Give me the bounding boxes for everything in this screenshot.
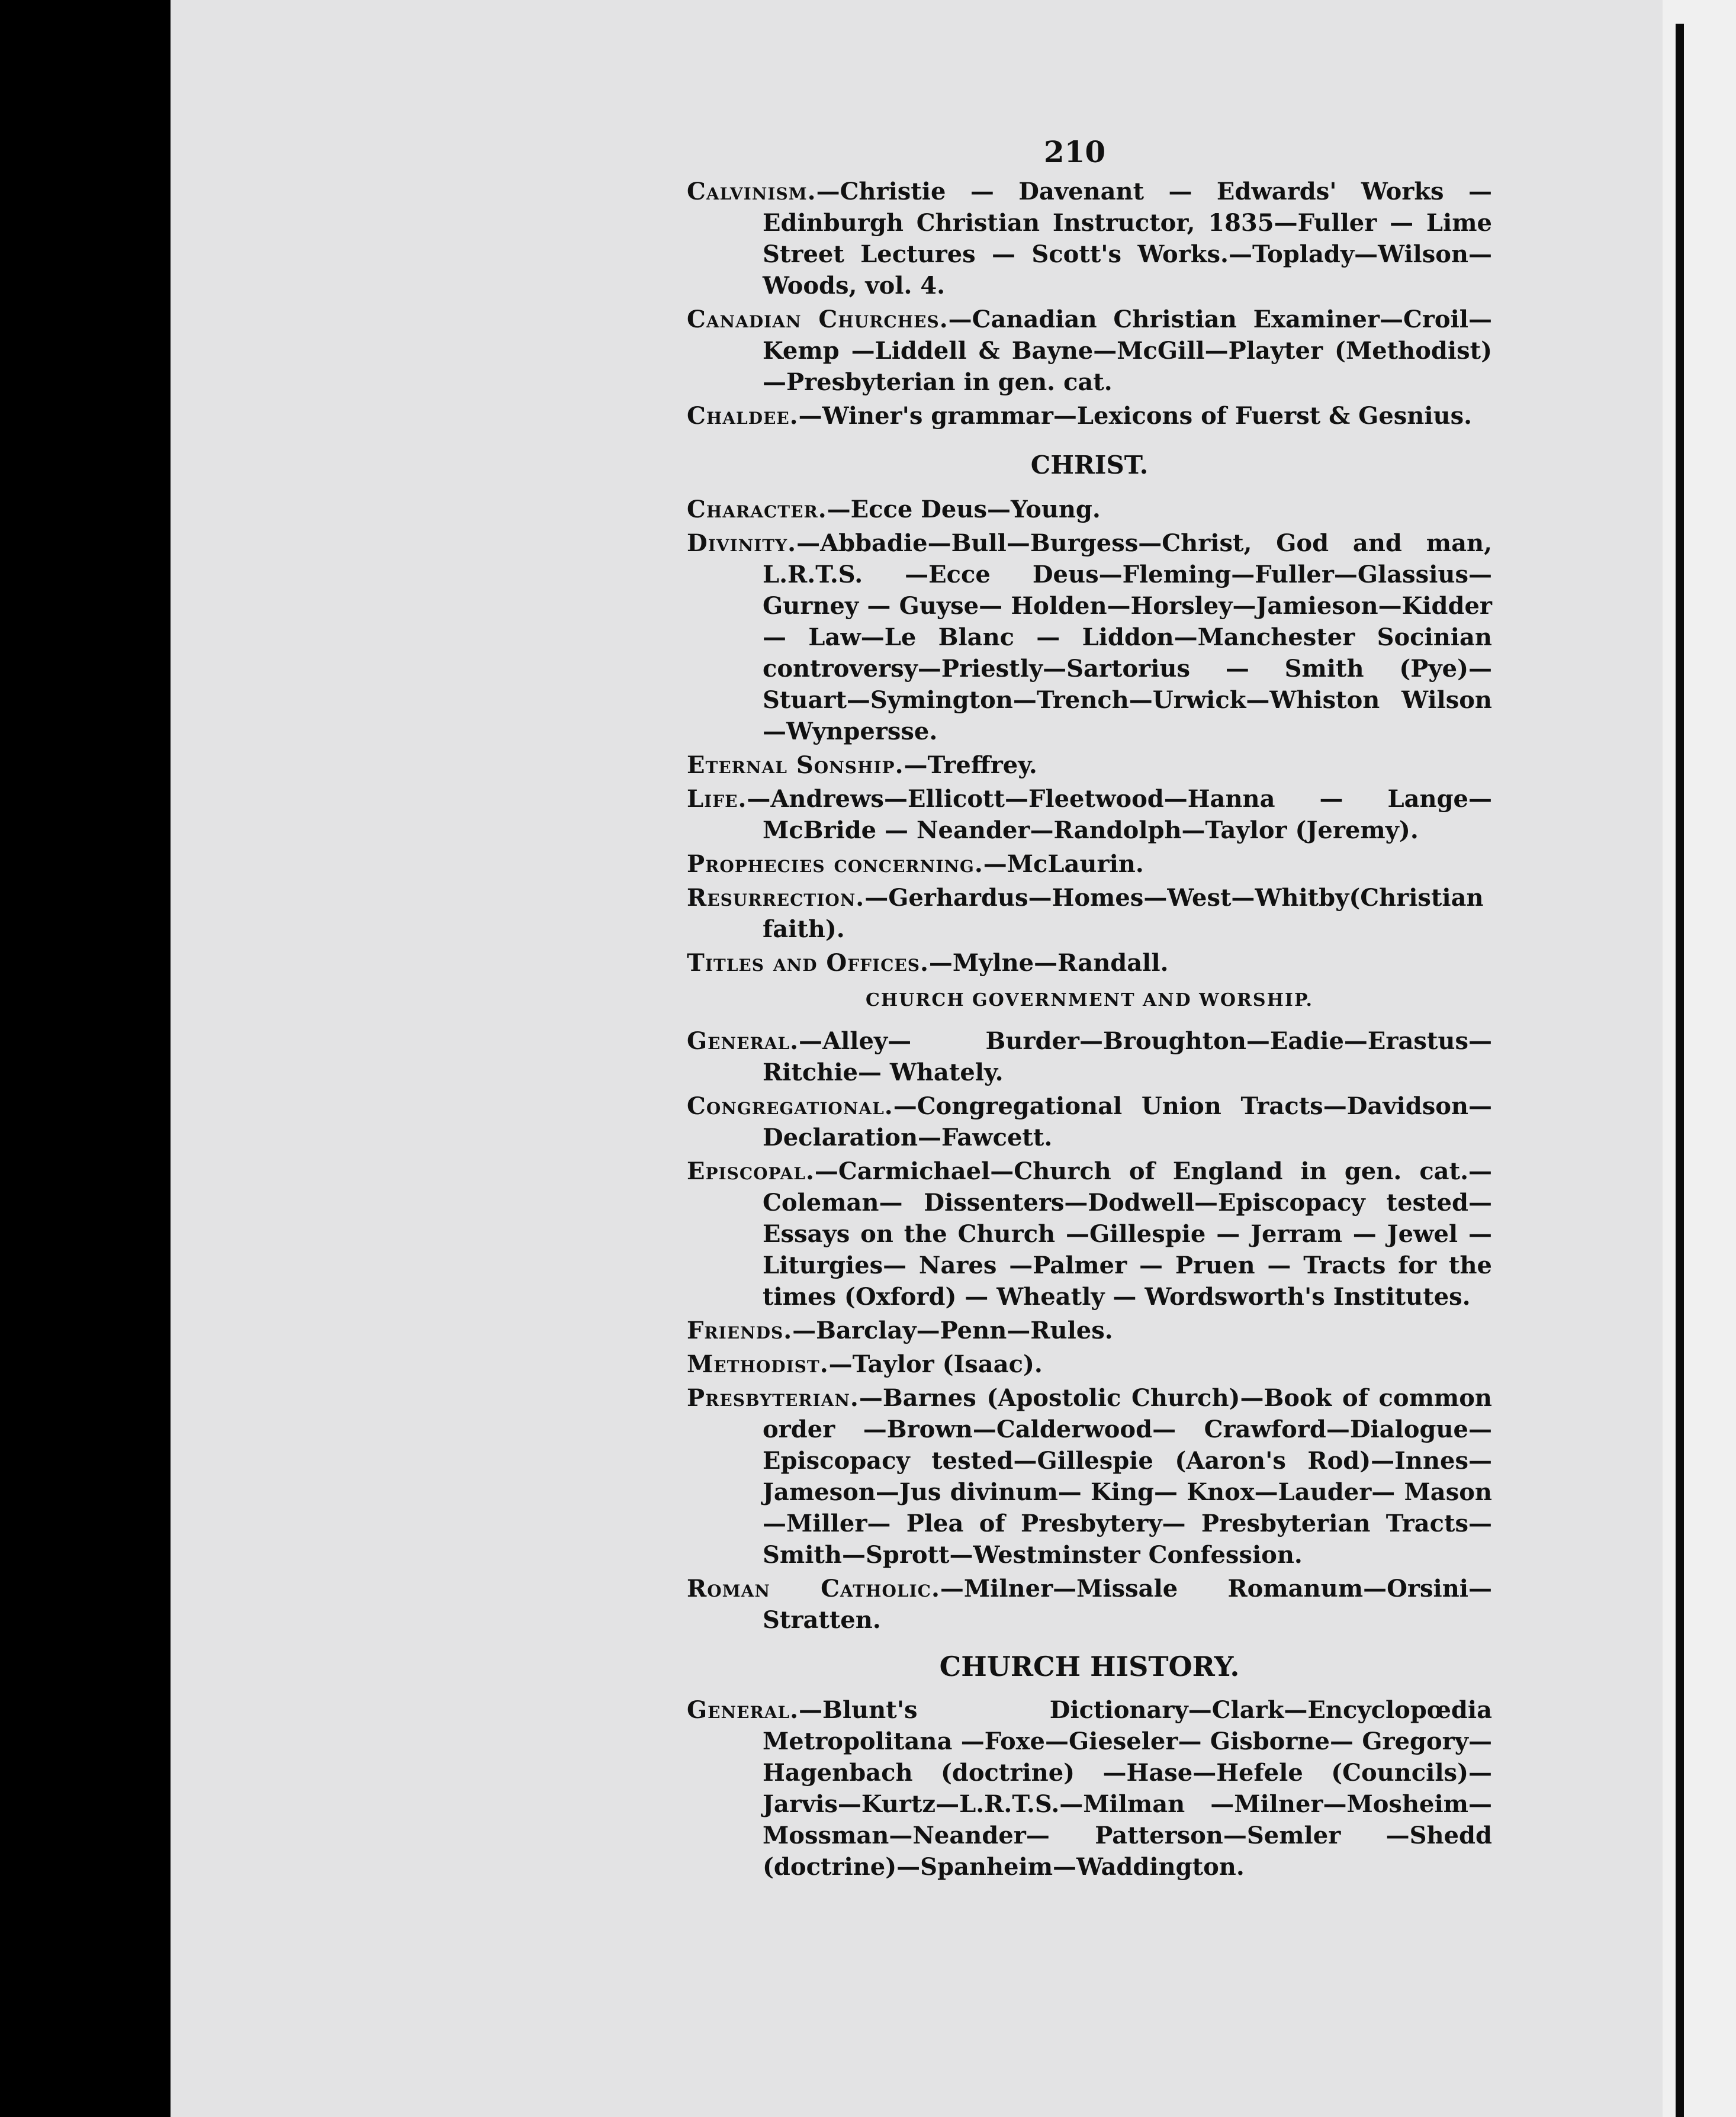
entry-body: —Congregational Union Tracts—Davidson—Declaration—Fawcett.	[763, 1092, 1492, 1151]
entry-body: —Winer's grammar—Lexicons of Fuerst & Gesnius.	[798, 402, 1473, 430]
entry-body: —Mylne—Randall.	[928, 949, 1169, 977]
binding-shadow	[1676, 24, 1684, 2117]
entry-body: —Canadian Christian Examiner—Croil—Kemp —Liddell & Bayne—McGill—Playter (Methodist)—Presbyterian in gen. cat.	[763, 305, 1492, 396]
entry-head: Resurrection.	[687, 884, 865, 912]
entry-head: Divinity.	[687, 529, 797, 557]
entry-body: —Christie — Davenant — Edwards' Works — Edinburgh Christian Instructor, 1835—Fuller — Lime Street Lectures — Scott's Works.—Toplady—Wilson—Woods, vol. 4.	[763, 178, 1492, 300]
page-edge	[1663, 0, 1736, 2117]
entry-head: Character.	[687, 496, 827, 523]
page-number: 210	[1043, 134, 1106, 169]
entry-body: —Milner—Missale Romanum—Orsini—Stratten.	[763, 1575, 1492, 1634]
entry-head: Episcopal.	[687, 1157, 815, 1185]
text-block	[687, 136, 1492, 1885]
index-entry	[687, 400, 1492, 432]
index-entry	[687, 848, 1492, 880]
entry-head: Eternal Sonship.	[687, 751, 904, 779]
entry-head: Calvinism.	[687, 178, 816, 205]
entry-body: —Abbadie—Bull—Burgess—Christ, God and man, L.R.T.S. —Ecce Deus—Fleming—Fuller—Glassius—Gurney — Guyse— Holden—Horsley—Jamieson—Kidder— Law—Le Blanc — Liddon—Manchester Socinian controversy—Priestly—Sartorius — Smith (Pye)—Stuart—Symington—Trench—Urwick—Whiston Wilson—Wynpersse.	[763, 529, 1492, 745]
entry-body: —Barclay—Penn—Rules.	[792, 1317, 1113, 1344]
section-heading-church-government: CHURCH GOVERNMENT AND WORSHIP.	[866, 990, 1313, 1011]
entry-head: Presbyterian.	[687, 1384, 859, 1412]
entry-head: Prophecies concerning.	[687, 850, 983, 878]
entry-body: —Gerhardus—Homes—West—Whitby(Christian faith).	[763, 884, 1484, 943]
entry-head: Life.	[687, 785, 747, 813]
index-entry	[687, 1315, 1492, 1346]
index-entry	[687, 304, 1492, 398]
index-entry	[687, 527, 1492, 747]
entry-body: —Alley— Burder—Broughton—Eadie—Erastus—Ritchie— Whately.	[763, 1027, 1492, 1086]
index-entry	[687, 494, 1492, 525]
entry-head: Congregational.	[687, 1092, 893, 1120]
entry-head: Friends.	[687, 1317, 793, 1344]
entry-head: Canadian Churches.	[687, 305, 949, 333]
entry-body: —Ecce Deus—Young.	[827, 496, 1101, 523]
entry-head: General.	[687, 1027, 799, 1055]
index-entry	[687, 1349, 1492, 1380]
index-entry	[687, 947, 1492, 979]
entry-head: Roman Catholic.	[687, 1575, 940, 1603]
section-heading-christ: CHRIST.	[1030, 451, 1149, 480]
entry-head: Chaldee.	[687, 402, 799, 430]
index-entry	[687, 1156, 1492, 1312]
entry-head: Titles and Offices.	[687, 949, 929, 977]
section-heading-church-history: CHURCH HISTORY.	[939, 1651, 1240, 1682]
index-entry	[687, 749, 1492, 781]
entry-body: —Blunt's Dictionary—Clark—Encyclopœdia Metropolitana —Foxe—Gieseler— Gisborne— Gregory—Hagenbach (doctrine) —Hase—Hefele (Councils)— Jarvis—Kurtz—L.R.T.S.—Milman —Milner—Mosheim—Mossman—Neander— Patterson—Semler —Shedd (doctrine)—Spanheim—Waddington.	[763, 1696, 1492, 1881]
entry-head: General.	[687, 1696, 799, 1724]
entry-head: Methodist.	[687, 1350, 829, 1378]
entry-body: —Andrews—Ellicott—Fleetwood—Hanna — Lange—McBride — Neander—Randolph—Taylor (Jeremy).	[747, 785, 1492, 844]
entry-body: —Taylor (Isaac).	[828, 1350, 1043, 1378]
index-entry	[687, 1025, 1492, 1088]
index-entry	[687, 1694, 1492, 1883]
entry-body: —Carmichael—Church of England in gen. cat.—Coleman— Dissenters—Dodwell—Episcopacy tested—Essays on the Church —Gillespie — Jerram — Jewel — Liturgies— Nares —Palmer — Pruen — Tracts for the times (Oxford) — Wheatly — Wordsworth's Institutes.	[763, 1157, 1492, 1311]
index-entry	[687, 1090, 1492, 1153]
index-entry	[687, 783, 1492, 846]
index-entry	[687, 882, 1492, 945]
index-entry	[687, 176, 1492, 301]
index-entry	[687, 1382, 1492, 1571]
index-entry	[687, 1573, 1492, 1636]
entry-body: —Treffrey.	[904, 751, 1037, 779]
entry-body: —McLaurin.	[983, 850, 1144, 878]
entry-body: —Barnes (Apostolic Church)—Book of common order —Brown—Calderwood— Crawford—Dialogue— Episcopacy tested—Gillespie (Aaron's Rod)—Innes—Jameson—Jus divinum— King— Knox—Lauder— Mason—Miller— Plea of Presbytery— Presbyterian Tracts—Smith—Sprott—Westminster Confession.	[763, 1384, 1492, 1569]
